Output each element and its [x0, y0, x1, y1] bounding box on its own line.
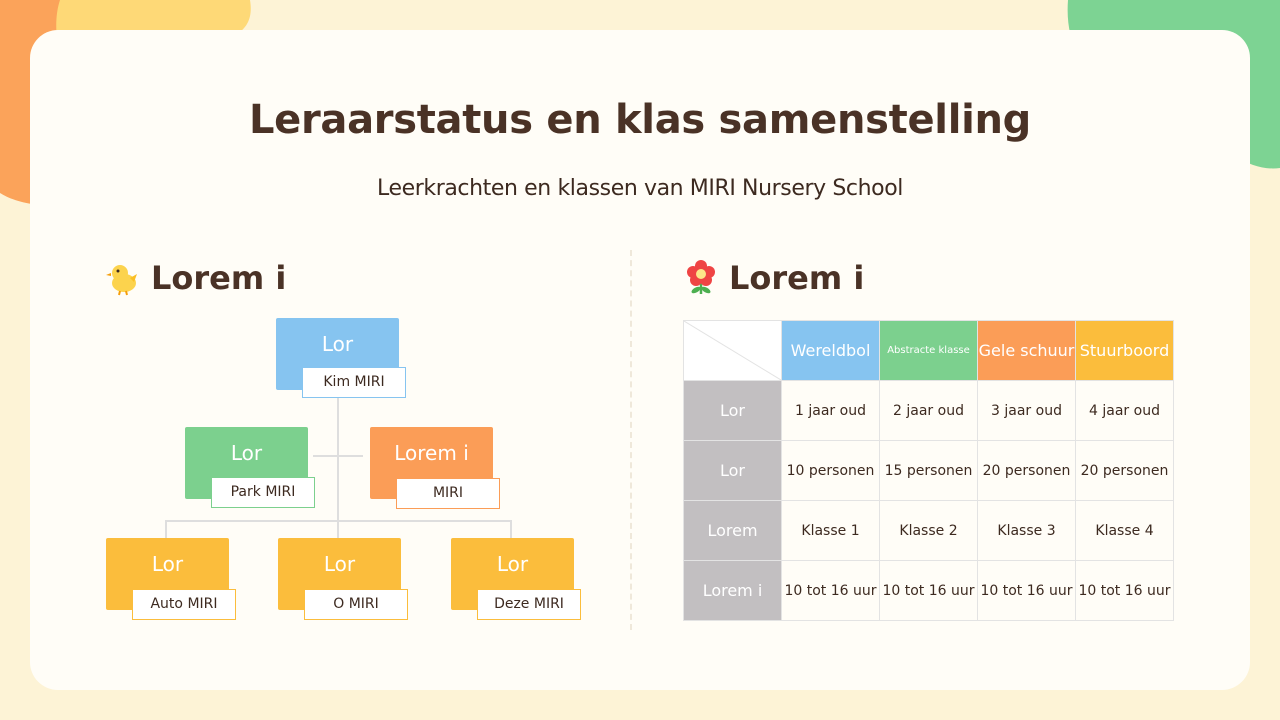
- table-cell: 2 jaar oud: [880, 381, 978, 441]
- table-cell: 10 personen: [782, 441, 880, 501]
- table-row: [684, 381, 1174, 441]
- org-chart-connector: [165, 520, 167, 538]
- org-node-name: Kim MIRI: [302, 367, 406, 398]
- org-node-role: Lor: [321, 332, 354, 356]
- table-cell: 4 jaar oud: [1076, 381, 1174, 441]
- class-table: [683, 320, 1174, 621]
- table-cell: 10 tot 16 uur: [782, 561, 880, 621]
- row-header: Lor: [684, 381, 782, 441]
- table-cell: 10 tot 16 uur: [978, 561, 1076, 621]
- org-node-role: Lor: [323, 552, 356, 576]
- table-corner-cell: [684, 321, 782, 381]
- right-section-title: Lorem i: [729, 259, 865, 297]
- column-header: Gele schuur: [978, 321, 1076, 381]
- column-header: Stuurboord: [1076, 321, 1174, 381]
- left-section-heading: [105, 258, 286, 298]
- org-chart-connector: [337, 520, 339, 538]
- org-node-role: Lor: [230, 441, 263, 465]
- table-header-row: [684, 321, 1174, 381]
- table-cell: Klasse 1: [782, 501, 880, 561]
- org-node-name: Auto MIRI: [132, 589, 236, 620]
- row-header: Lorem: [684, 501, 782, 561]
- table-cell: 15 personen: [880, 441, 978, 501]
- org-chart-connector: [510, 520, 512, 538]
- org-node-name: Deze MIRI: [477, 589, 581, 620]
- table-cell: Klasse 4: [1076, 501, 1174, 561]
- org-node-role: Lor: [151, 552, 184, 576]
- column-header: Abstracte klasse: [880, 321, 978, 381]
- flower-icon: [683, 260, 719, 296]
- table-cell: 1 jaar oud: [782, 381, 880, 441]
- org-node-name: MIRI: [396, 478, 500, 509]
- section-divider: [630, 250, 632, 630]
- diagonal-line: [684, 321, 781, 380]
- page-title: Leraarstatus en klas samenstelling: [248, 97, 1032, 143]
- org-chart-connector: [337, 398, 339, 522]
- table-row: [684, 441, 1174, 501]
- table-cell: Klasse 3: [978, 501, 1076, 561]
- right-section-heading: [683, 258, 864, 298]
- chick-icon: [105, 260, 141, 296]
- left-section-title: Lorem i: [151, 259, 287, 297]
- org-node-name: O MIRI: [304, 589, 408, 620]
- row-header: Lorem i: [684, 561, 782, 621]
- column-header: Wereldbol: [782, 321, 880, 381]
- table-cell: 20 personen: [978, 441, 1076, 501]
- org-node-role: Lor: [496, 552, 529, 576]
- row-header: Lor: [684, 441, 782, 501]
- table-cell: 20 personen: [1076, 441, 1174, 501]
- org-node-role: Lorem i: [394, 441, 469, 465]
- org-node-name: Park MIRI: [211, 477, 315, 508]
- table-row: [684, 561, 1174, 621]
- table-row: [684, 501, 1174, 561]
- org-chart-connector: [313, 455, 363, 457]
- table-cell: 10 tot 16 uur: [1076, 561, 1174, 621]
- table-cell: Klasse 2: [880, 501, 978, 561]
- table-cell: 3 jaar oud: [978, 381, 1076, 441]
- page-subtitle: Leerkrachten en klassen van MIRI Nursery School: [376, 176, 903, 201]
- table-cell: 10 tot 16 uur: [880, 561, 978, 621]
